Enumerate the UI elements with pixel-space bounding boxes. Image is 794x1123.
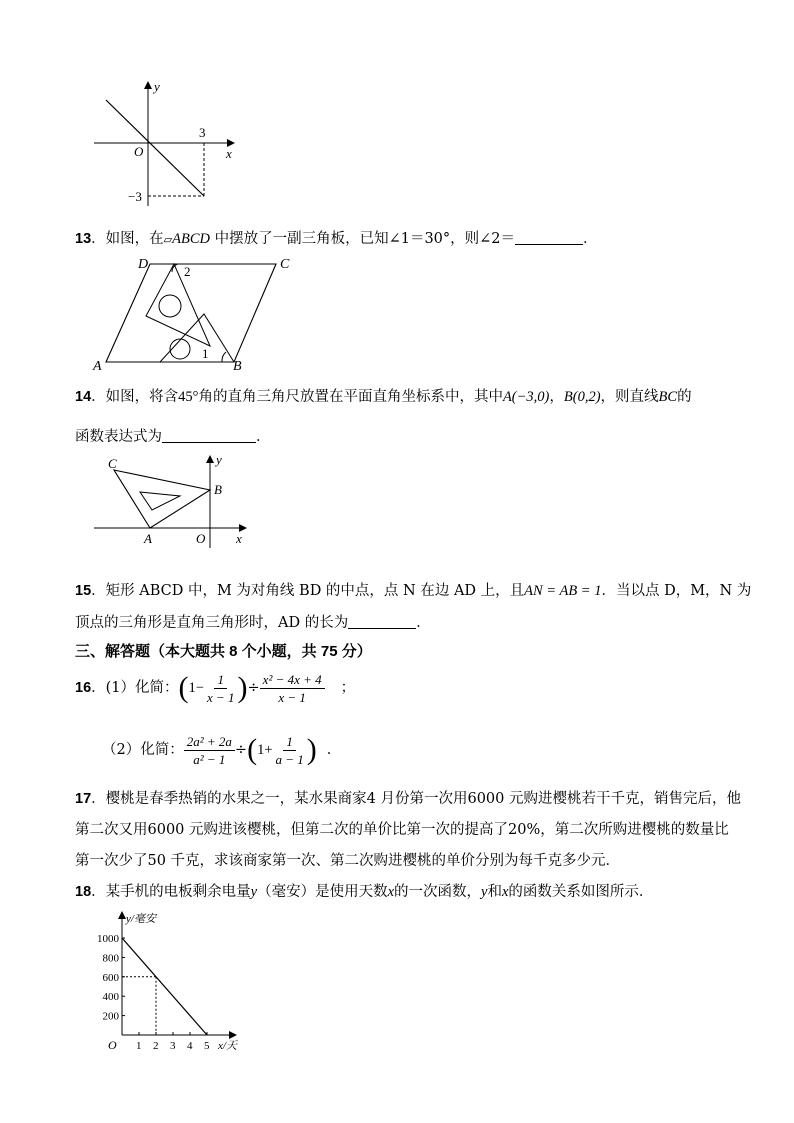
tick-3: 3 [199,125,206,140]
q14-figure [92,452,252,550]
label-B: B [214,482,222,497]
label-x: x [236,531,242,546]
y-tick-label: 600 [102,971,119,984]
battery-line-chart [84,908,254,1056]
question-number: 14 [75,389,92,405]
x-tick-label: 2 [153,1040,159,1052]
q17-line1: 17．樱桃是春季热销的水果之一，某水果商家4 月份第一次用6000 元购进樱桃若干千克，销售完后，他 [75,791,741,807]
x-tick-label: 3 [170,1040,176,1052]
parallelogram-symbol: ▱ [163,233,173,246]
fraction: $\frac{\text{x² − 4x + 4}}{x - 1}$ [260,673,325,704]
q17-line3: 第一次少了50 千克，求该商家第一次、第二次购进樱桃的单价分别为每千克多少元． [75,853,621,869]
y-tick-label: 200 [102,1010,119,1023]
label-C: C [280,257,290,272]
triangle-ruler-upper [146,264,210,346]
y-tick-label: 1000 [97,933,119,945]
question-number: 15 [75,583,92,599]
label-B: B [233,359,242,372]
label-A: A [93,359,102,372]
y-axis-label: y/毫安 [126,913,156,925]
question-number: 13 [75,231,92,247]
y-tick-label: 800 [102,952,119,965]
triangle-ruler-inner [140,492,180,510]
ruler-hole-upper [159,295,181,317]
answer-blank[interactable] [162,428,256,443]
tick-neg3: −3 [128,189,142,204]
triangle-ruler-lower [160,314,234,362]
x-axis-label: x/天 [218,1040,237,1052]
section-title: 三、解答题（本大题共 8 个小题，共 75 分） [75,643,372,660]
q15-text-line2: 顶点的三角形是直角三角形时，AD 的长为 ． [75,615,431,631]
q13-figure [90,254,300,372]
label-D: D [138,257,149,272]
fraction: $\frac{\text{2a² + 2a}}{\text{a² − 1}}$ [184,735,235,766]
q12-figure [88,78,248,210]
label-A: A [144,531,152,546]
label-1: 1 [202,346,209,361]
question-number: 17 [75,791,92,807]
q14-text-line2: 函数表达式为 ． [75,429,271,445]
series-line [122,938,207,1035]
q16-part1: 16 ．(1）化简： ( 1− $\frac{1}{x - 1}$ ) ÷ $\frac{\text{x² − 4x + 4}}{x - 1}$ ； [75,671,356,705]
y-label: y [154,79,160,94]
y-tick-label: 400 [102,991,119,1004]
fraction: $\frac{1}{x - 1}$ [206,671,235,705]
angle-1-arc [222,352,226,362]
answer-blank[interactable] [348,614,416,629]
parallelogram [106,264,276,362]
q17-line2: 第二次又用6000 元购进该樱桃，但第二次的单价比第一次的提高了20%，第二次所购进樱桃的数量比 [75,822,729,838]
origin-label: O [108,1038,117,1052]
x-tick-label: 4 [187,1040,193,1052]
origin-label: O [134,144,144,159]
label-y: y [216,452,222,467]
question-number: 18 [75,884,92,900]
function-line [106,100,204,196]
q18-text: 18．某手机的电板剩余电量y（毫安）是使用天数x的一次函数，y和x的函数关系如图所示． [75,884,654,900]
question-number: 16 [75,679,92,696]
x-label: x [226,146,232,161]
q14-text-line1: 14．如图，将含45°角的直角三角尺放置在平面直角坐标系中，其中A(−3,0)，B(0,2)，则直线BC的 [75,389,692,405]
q16-part2: （2）化简： $\frac{\text{2a² + 2a}}{\text{a² − 1}}$ ÷ ( 1+ $\frac{1}{a - 1}$ ) ． [102,733,342,767]
label-O: O [196,531,206,546]
label-2: 2 [184,264,191,279]
label-C: C [108,456,117,471]
q15-text-line1: 15．矩形 ABCD 中，M 为对角线 BD 的中点，点 N 在边 AD 上，且AN = AB = 1．当以点 D，M，N 为 [75,583,752,599]
ruler-hole-lower [170,339,190,359]
answer-blank[interactable] [515,230,583,245]
fraction: $\frac{1}{a - 1}$ [275,733,304,767]
x-tick-label: 1 [136,1040,142,1052]
triangle-ruler [114,470,210,528]
x-tick-label: 5 [204,1040,210,1052]
q13-text: 13．如图，在▱ABCD 中摆放了一副三角板，已知∠1＝30°，则∠2＝ ． [75,231,598,247]
